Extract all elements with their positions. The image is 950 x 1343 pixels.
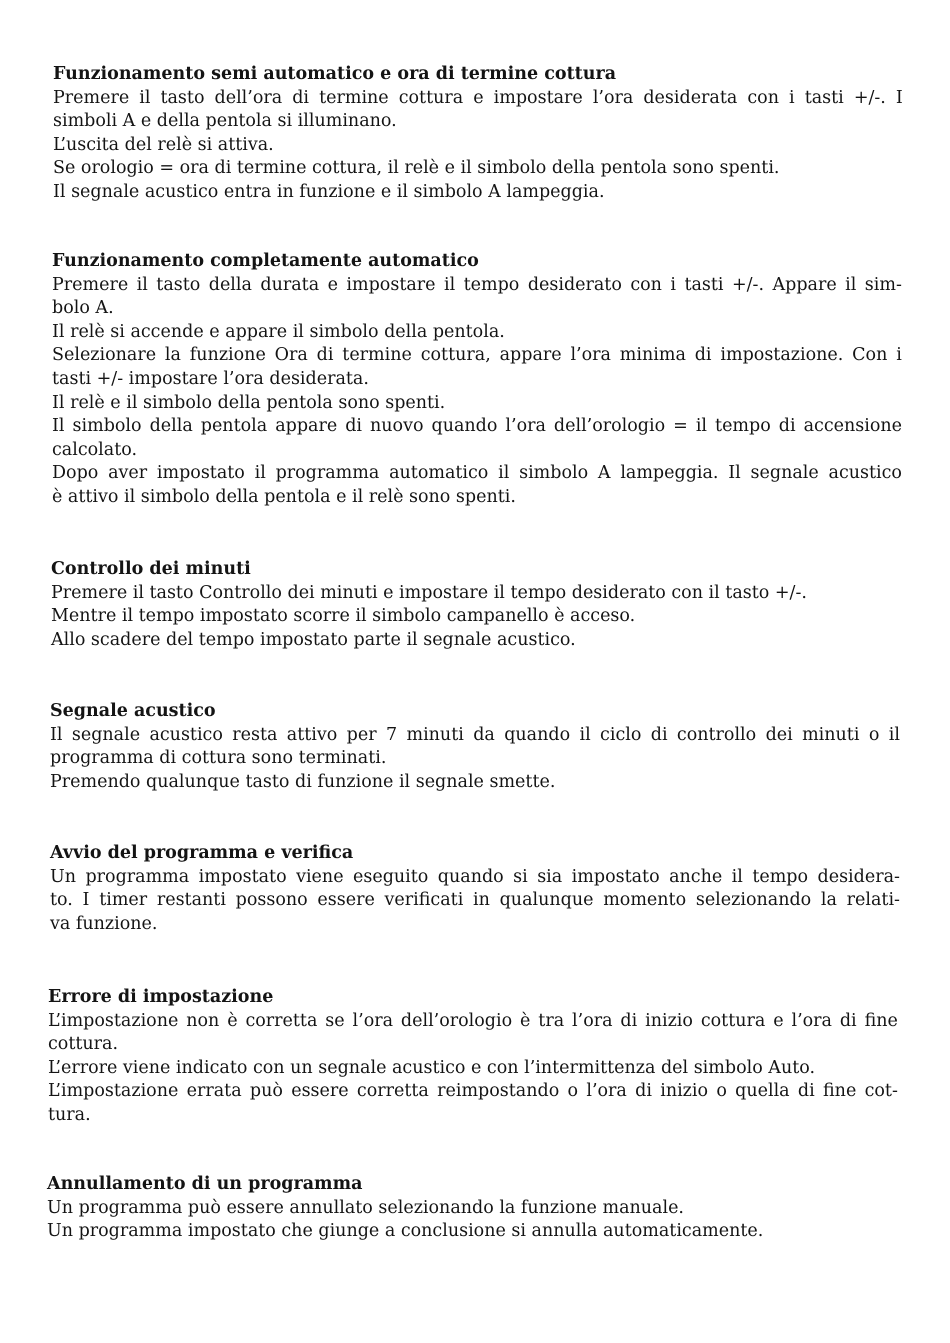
word: l’ora bbox=[352, 1010, 394, 1031]
word: errata bbox=[186, 1081, 242, 1102]
word: o bbox=[716, 1081, 727, 1102]
word: il bbox=[254, 463, 266, 484]
word: Premere bbox=[53, 87, 130, 108]
section-program-cancel bbox=[47, 1173, 897, 1244]
word: controllo bbox=[676, 724, 757, 745]
word: Con bbox=[852, 345, 888, 366]
word: per bbox=[346, 724, 377, 745]
word: ciclo bbox=[600, 724, 642, 745]
paragraph-line: Il relè si accende e appare il simbolo della pentola. bbox=[52, 321, 505, 342]
word: segnale bbox=[71, 724, 141, 745]
word: di bbox=[694, 345, 712, 366]
word: simbolo bbox=[519, 463, 589, 484]
word: programma bbox=[85, 866, 190, 887]
word: minuti bbox=[406, 724, 464, 745]
word: minima bbox=[619, 345, 686, 366]
word: i bbox=[789, 87, 795, 108]
section-acoustic-signal bbox=[50, 700, 900, 794]
word: I bbox=[82, 890, 90, 911]
word: quando bbox=[504, 724, 571, 745]
word: l’ora bbox=[572, 1010, 613, 1031]
word: corretta bbox=[245, 1010, 318, 1031]
word: corretta bbox=[356, 1081, 429, 1102]
section-setting-error bbox=[48, 986, 898, 1128]
word: dell’orologio bbox=[553, 416, 666, 437]
word: desidera- bbox=[817, 866, 900, 887]
word: essere bbox=[317, 890, 375, 911]
word: appare bbox=[275, 416, 338, 437]
word: inizio bbox=[660, 1081, 709, 1102]
word: nuovo bbox=[370, 416, 424, 437]
word: può bbox=[249, 1081, 283, 1102]
word: e bbox=[473, 87, 484, 108]
word: essere bbox=[291, 1081, 349, 1102]
word: I bbox=[895, 87, 903, 108]
word: sia bbox=[537, 866, 563, 887]
paragraph-line: bolo A. bbox=[52, 298, 114, 319]
paragraph-line: Mentre il tempo impostato scorre il simbolo campanello è acceso. bbox=[51, 606, 636, 627]
paragraph-line: è attivo il simbolo della pentola e il relè sono spenti. bbox=[52, 486, 516, 507]
word: A bbox=[597, 463, 611, 484]
paragraph-line: Il segnale acustico entra in funzione e il simbolo A lampeggia. bbox=[53, 181, 605, 202]
word: è bbox=[520, 1010, 531, 1031]
word: termine bbox=[342, 345, 412, 366]
word: dell’orologio bbox=[400, 1010, 513, 1031]
word: di bbox=[650, 724, 668, 745]
paragraph-line: Se orologio = ora di termine cottura, il relè e il simbolo della pentola sono spenti. bbox=[53, 158, 780, 179]
word: Ora bbox=[274, 345, 308, 366]
word: il bbox=[888, 724, 900, 745]
paragraph-line: Premendo qualunque tasto di funzione il segnale smette. bbox=[50, 771, 556, 792]
word: con bbox=[630, 274, 662, 295]
word: i bbox=[896, 345, 902, 366]
paragraph-line: Un programma impostato che giunge a conclusione si annulla automaticamente. bbox=[47, 1221, 764, 1242]
word: cottura bbox=[700, 1010, 766, 1031]
word: automatico bbox=[389, 463, 489, 484]
word: il bbox=[498, 463, 510, 484]
word: è bbox=[227, 1010, 238, 1031]
word: il bbox=[845, 274, 857, 295]
word: l’ora bbox=[586, 1081, 627, 1102]
paragraph-line bbox=[52, 344, 902, 368]
word: tempo bbox=[715, 416, 771, 437]
word: o bbox=[567, 1081, 579, 1102]
word: impostazione. bbox=[720, 345, 844, 366]
section-heading: Controllo dei minuti bbox=[51, 559, 251, 579]
word: la bbox=[164, 345, 181, 366]
word: quando bbox=[437, 866, 504, 887]
word: Un bbox=[50, 866, 77, 887]
section-heading: Annullamento di un programma bbox=[47, 1174, 363, 1194]
paragraph-line bbox=[50, 866, 900, 890]
word: cot- bbox=[864, 1081, 898, 1102]
word: di bbox=[345, 416, 362, 437]
word: si bbox=[513, 866, 528, 887]
word: durata bbox=[260, 274, 320, 295]
word: Premere bbox=[52, 274, 129, 295]
word: e bbox=[327, 274, 338, 295]
paragraph-line bbox=[48, 1010, 898, 1034]
word: tasto bbox=[156, 274, 201, 295]
word: cottura bbox=[398, 87, 464, 108]
word: o bbox=[868, 724, 880, 745]
word: tra bbox=[538, 1010, 565, 1031]
word: impostare bbox=[346, 274, 436, 295]
word: l’ora bbox=[592, 87, 634, 108]
word: dell’ora bbox=[214, 87, 283, 108]
section-heading: Errore di impostazione bbox=[48, 987, 274, 1007]
word: resta bbox=[232, 724, 278, 745]
word: il bbox=[139, 87, 151, 108]
word: timer bbox=[99, 890, 148, 911]
word: il bbox=[695, 416, 708, 437]
word: dei bbox=[765, 724, 793, 745]
word: Selezionare bbox=[52, 345, 157, 366]
word: il bbox=[731, 866, 743, 887]
word: di bbox=[292, 87, 310, 108]
paragraph-line bbox=[50, 889, 900, 913]
word: non bbox=[186, 1010, 220, 1031]
paragraph-line: L’uscita del relè si attiva. bbox=[53, 134, 274, 155]
word: fine bbox=[823, 1081, 857, 1102]
word: tempo bbox=[752, 866, 809, 887]
word: desiderata bbox=[643, 87, 738, 108]
paragraph-line bbox=[48, 1080, 898, 1104]
word: il bbox=[443, 274, 456, 295]
word: quella bbox=[735, 1081, 790, 1102]
word: della bbox=[149, 416, 193, 437]
word: acustico bbox=[149, 724, 223, 745]
section-minute-control bbox=[51, 558, 901, 652]
word: reimpostando bbox=[437, 1081, 560, 1102]
word: minuti bbox=[802, 724, 860, 745]
word: impostato bbox=[198, 866, 287, 887]
word: di bbox=[797, 1081, 815, 1102]
word: 7 bbox=[385, 724, 398, 745]
word: con bbox=[747, 87, 779, 108]
word: tasto bbox=[160, 87, 205, 108]
word: selezionando bbox=[695, 890, 812, 911]
word: accensione bbox=[803, 416, 902, 437]
word: appare bbox=[499, 345, 562, 366]
word: cottura, bbox=[420, 345, 491, 366]
word: impostato bbox=[571, 866, 660, 887]
word: il bbox=[579, 724, 591, 745]
word: di bbox=[778, 416, 796, 437]
word: di bbox=[635, 1081, 652, 1102]
word: +/-. bbox=[853, 87, 886, 108]
word: momento bbox=[603, 890, 687, 911]
paragraph-line bbox=[52, 274, 902, 298]
paragraph-line: Un programma può essere annullato selezionando la funzione manuale. bbox=[47, 1197, 684, 1218]
paragraph-line: simboli A e della pentola si illuminano. bbox=[53, 111, 397, 132]
word: desiderato bbox=[527, 274, 622, 295]
word: acustico bbox=[828, 463, 902, 484]
word: impostare bbox=[493, 87, 583, 108]
word: la bbox=[820, 890, 837, 911]
word: di bbox=[620, 1010, 638, 1031]
section-heading: Funzionamento semi automatico e ora di termine cottura bbox=[53, 64, 617, 84]
paragraph-line bbox=[50, 724, 900, 748]
word: l’ora bbox=[570, 345, 611, 366]
paragraph-line bbox=[52, 462, 902, 486]
word: funzione bbox=[189, 345, 266, 366]
word: eseguito bbox=[353, 866, 429, 887]
word: programma bbox=[275, 463, 380, 484]
word: anche bbox=[669, 866, 723, 887]
word: impostato bbox=[156, 463, 245, 484]
word: inizio bbox=[645, 1010, 693, 1031]
paragraph-line: Allo scadere del tempo impostato parte il segnale acustico. bbox=[51, 629, 576, 650]
paragraph-line: tura. bbox=[48, 1104, 91, 1125]
word: di bbox=[839, 1010, 857, 1031]
section-heading: Segnale acustico bbox=[50, 701, 216, 721]
word: attivo bbox=[286, 724, 338, 745]
paragraph-line: L’errore viene indicato con un segnale acustico e con l’intermittenza del simbolo Auto. bbox=[48, 1057, 816, 1078]
word: l’ora bbox=[791, 1010, 832, 1031]
word: Dopo bbox=[52, 463, 99, 484]
paragraph-line: tasti +/- impostare l’ora desiderata. bbox=[52, 368, 369, 389]
word: se bbox=[325, 1010, 345, 1031]
word: tasti bbox=[804, 87, 844, 108]
word: pentola bbox=[200, 416, 268, 437]
section-program-start bbox=[50, 842, 900, 936]
word: sim- bbox=[864, 274, 902, 295]
word: tempo bbox=[463, 274, 520, 295]
word: to. bbox=[50, 890, 73, 911]
paragraph-line bbox=[53, 87, 903, 111]
paragraph-line: va funzione. bbox=[50, 913, 158, 934]
word: Il bbox=[52, 416, 65, 437]
word: quando bbox=[431, 416, 498, 437]
paragraph-line: Premere il tasto Controllo dei minuti e impostare il tempo desiderato con il tasto +/-. bbox=[51, 582, 807, 603]
word: relati- bbox=[846, 890, 900, 911]
word: lampeggia. bbox=[620, 463, 719, 484]
paragraph-line: calcolato. bbox=[52, 439, 138, 460]
word: simbolo bbox=[72, 416, 142, 437]
word: fine bbox=[864, 1010, 898, 1031]
section-heading: Funzionamento completamente automatico bbox=[52, 251, 479, 271]
word: +/-. bbox=[731, 274, 765, 295]
word: in bbox=[473, 890, 490, 911]
word: della bbox=[208, 274, 252, 295]
word: segnale bbox=[750, 463, 819, 484]
paragraph-line bbox=[52, 415, 902, 439]
word: Il bbox=[728, 463, 741, 484]
word: = bbox=[673, 416, 688, 437]
word: viene bbox=[296, 866, 344, 887]
word: il bbox=[136, 274, 148, 295]
paragraph-line: programma di cottura sono terminati. bbox=[50, 748, 387, 769]
word: aver bbox=[108, 463, 148, 484]
word: l’ora bbox=[505, 416, 546, 437]
word: i bbox=[670, 274, 676, 295]
section-fully-automatic bbox=[52, 250, 902, 510]
word: termine bbox=[319, 87, 389, 108]
word: verificati bbox=[384, 890, 464, 911]
word: L’impostazione bbox=[48, 1081, 179, 1102]
paragraph-line: cottura. bbox=[48, 1034, 119, 1055]
section-semi-automatic bbox=[53, 63, 903, 205]
word: possono bbox=[235, 890, 308, 911]
word: restanti bbox=[156, 890, 226, 911]
word: e bbox=[773, 1010, 784, 1031]
word: L’impostazione bbox=[48, 1010, 179, 1031]
word: Appare bbox=[772, 274, 837, 295]
word: tasti bbox=[684, 274, 724, 295]
word: da bbox=[473, 724, 495, 745]
word: di bbox=[316, 345, 334, 366]
paragraph-line: Il relè e il simbolo della pentola sono spenti. bbox=[52, 392, 446, 413]
word: qualunque bbox=[499, 890, 594, 911]
word: Il bbox=[50, 724, 63, 745]
section-heading: Avvio del programma e verifica bbox=[50, 843, 354, 863]
